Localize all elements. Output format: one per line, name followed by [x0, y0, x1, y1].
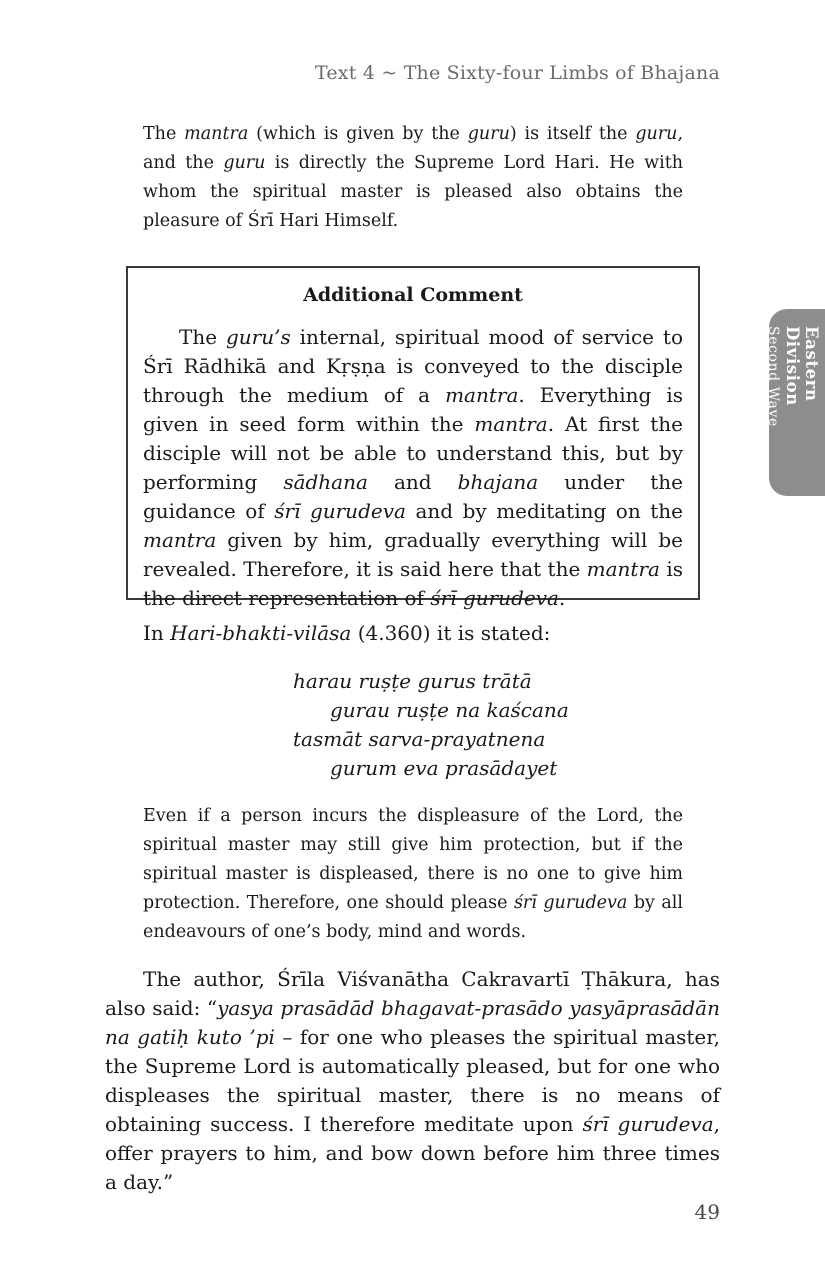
verse-intro: In Hari-bhakti-vilāsa (4.360) it is stated: — [143, 621, 551, 645]
verse-line: gurau ruṣṭe na kaścana — [330, 698, 569, 722]
translation-paragraph: The mantra (which is given by the guru) is itself the guru, and the guru is directly the Supreme Lord Hari. He with whom the spiritual master is pleased also obtains the pleasure of Śrī Hari Himself. — [143, 124, 684, 231]
page-number: 49 — [694, 1200, 720, 1224]
verse-translation: Even if a person incurs the displeasure of the Lord, the spiritual master may still give him protection, but if the spiritual master is displeased, there is no one to give him protection. Therefore, one should please śrī gurudeva by all endeavours of one’s body, mind and words. — [143, 806, 684, 942]
additional-comment-body: The guru’s internal, spiritual mood of service to Śrī Rādhikā and Kṛṣṇa is conveyed to the disciple through the medium of a mantra. Everything is given in seed form within the mantra. At first the disciple will not be able to understand this, but by performing sādhana and bhajana under the guidance of śrī gurudeva and by meditating on the mantra given by him, gradually everything will be revealed. Therefore, it is said here that the mantra is the direct representation of śrī gurudeva. — [143, 325, 684, 610]
additional-comment-title: Additional Comment — [303, 284, 523, 306]
running-header: Text 4 ~ The Sixty-four Limbs of Bhajana — [314, 62, 720, 84]
verse-line: harau ruṣṭe gurus trātā — [293, 669, 532, 693]
verse-line: tasmāt sarva-prayatnena — [293, 727, 546, 751]
verse-line: gurum eva prasādayet — [330, 756, 558, 780]
main-paragraph: The author, Śrīla Viśvanātha Cakravartī Ṭhākura, has also said: “yasya prasādād bhagavat-prasādo yasyāprasādān na gatiḥ kuto ’pi – for one who pleases the spiritual master, the Supreme Lord is automatically pleased, but for one who displeases the spiritual master, there is no means of obtaining success. I therefore meditate upon śrī gurudeva, offer prayers to him, and bow down before him three times a day.” — [105, 967, 720, 1194]
section-tab-label — [765, 326, 821, 486]
tab-wave: Second Wave — [765, 326, 781, 427]
sanskrit-verse — [293, 667, 569, 783]
tab-division: Eastern Division — [783, 326, 821, 406]
